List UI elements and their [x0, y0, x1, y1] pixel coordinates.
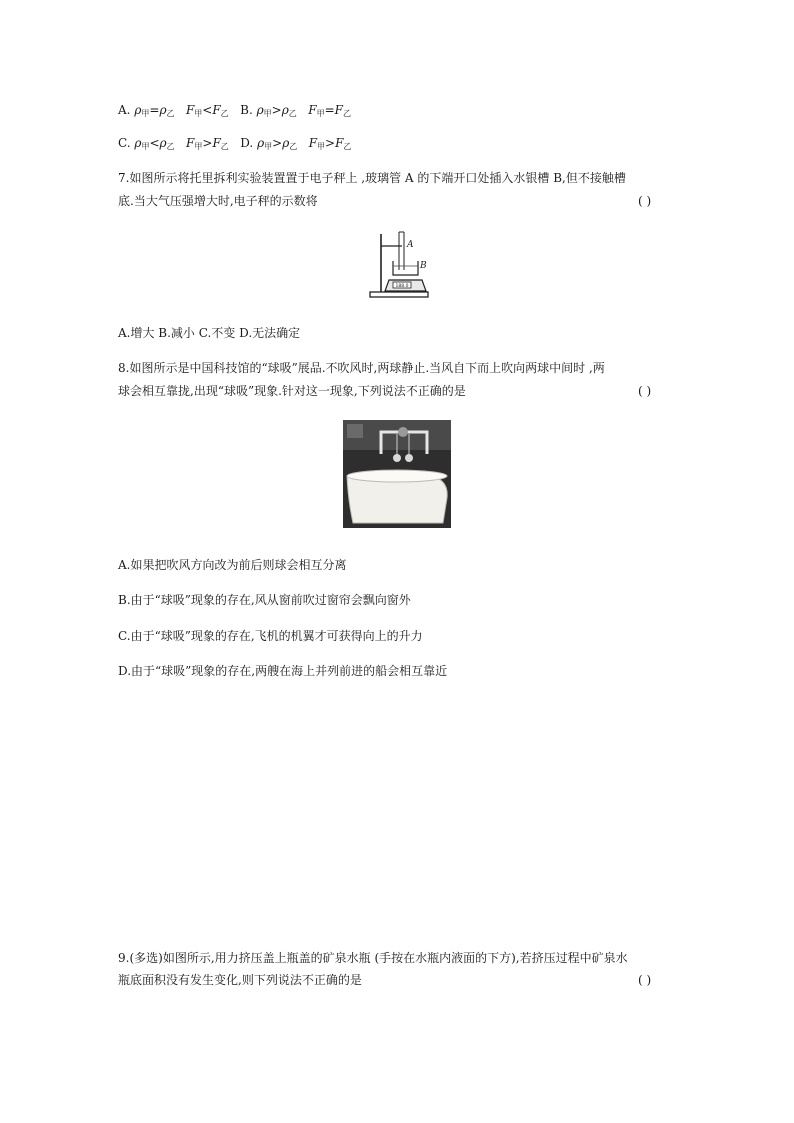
q9-answer-paren: ( ) [638, 973, 652, 987]
exhibit-tub [347, 476, 447, 523]
q7-stem-line2: 底.当大气压强增大时,电子秤的示数将 [118, 194, 318, 208]
q7-options: A.增大 B.减小 C.不变 D.无法确定 [118, 326, 301, 340]
q7-answer-paren: ( ) [638, 194, 652, 208]
q7-stem-line1: 7.如图所示将托里拆利实验装置置于电子秤上 ,玻璃管 A 的下端开口处插入水银槽 B,但不接触槽 [118, 171, 626, 185]
scale-display-value: 188.0 [395, 284, 409, 289]
q8-option-d: D.由于“球吸”现象的存在,两艘在海上并列前进的船会相互靠近 [118, 664, 448, 678]
q8-option-a: A.如果把吹风方向改为前后则球会相互分离 [118, 558, 347, 572]
q8-answer-paren: ( ) [638, 384, 652, 398]
q6-options-row2 [118, 134, 351, 156]
q6-option-c: C. $\rho_甲<\rho_乙$ $F_甲>F_乙$ [118, 136, 229, 151]
mercury-trough [393, 261, 418, 275]
q6-option-d: D. $\rho_甲>\rho_乙$ $F_甲>F_乙$ [240, 136, 352, 151]
label-a: A [407, 240, 414, 250]
q9-stem-line1: 9.(多选)如图所示,用力挤压盖上瓶盖的矿泉水瓶 (手按在水瓶内液面的下方),若挤压过程中矿泉水 [118, 951, 628, 965]
q9-stem-line2: 瓶底面积没有发生变化,则下列说法不正确的是 [118, 973, 362, 987]
ball-right [405, 454, 413, 462]
stand-base [370, 292, 428, 297]
q8-ball-suction-photo [343, 420, 451, 528]
q8-option-b: B.由于“球吸”现象的存在,风从窗前吹过窗帘会飘向窗外 [118, 593, 411, 607]
q6-options-row1 [118, 101, 351, 123]
q6-option-a: A. $\rho_甲=\rho_乙$ $F_甲<F_乙$ [118, 103, 229, 118]
q8-option-c: C.由于“球吸”现象的存在,飞机的机翼才可获得向上的升力 [118, 629, 423, 643]
q8-stem-line2: 球会相互靠拢,出现“球吸”现象.针对这一现象,下列说法不正确的是 [118, 384, 466, 398]
q7-torricelli-figure [369, 230, 431, 300]
label-b: B [420, 261, 427, 271]
q8-stem-line1: 8.如图所示是中国科技馆的“球吸”展品.不吹风时,两球静止.当风自下而上吹向两球中间时 ,两 [118, 361, 605, 375]
ball-left [393, 454, 401, 462]
q6-option-b: B. $\rho_甲>\rho_乙$ $F_甲=F_乙$ [240, 103, 351, 118]
